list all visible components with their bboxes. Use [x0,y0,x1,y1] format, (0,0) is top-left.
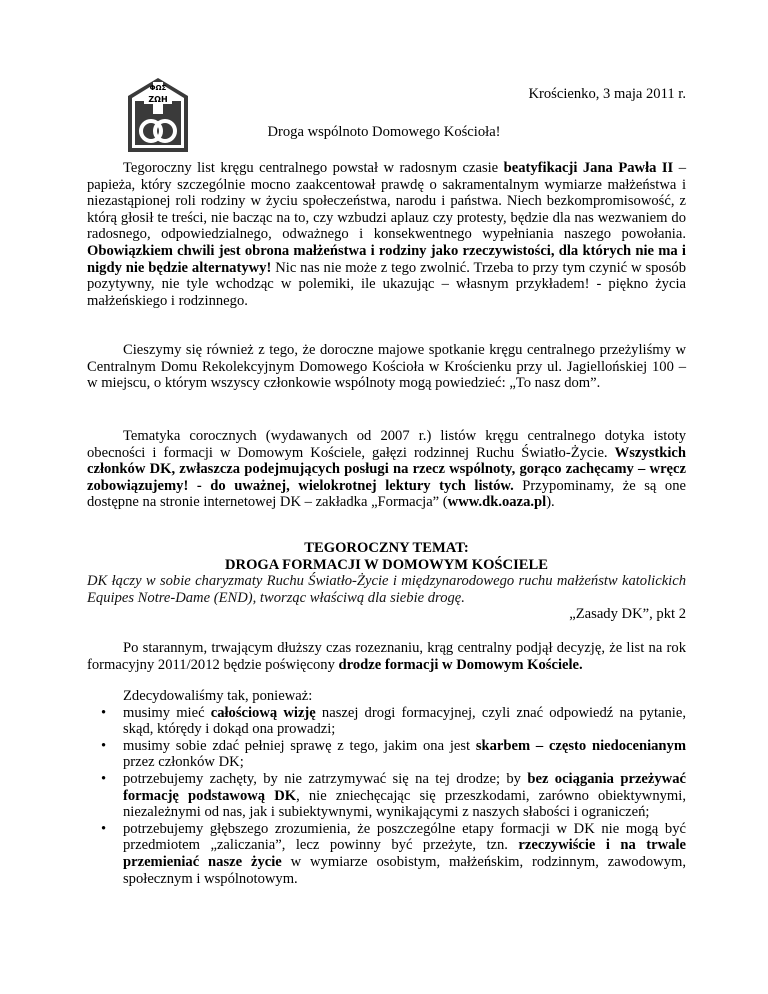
theme-quote: DK łączy w sobie charyzmaty Ruchu Światło-Życie i międzynarodowego ruchu małżeństw katolickich Equipes Notre-Dame (END), tworząc właściwą dla siebie drogę. [87,573,686,606]
paragraph-meeting [87,342,686,392]
item-text: w wymiarze osobistym, małżeńskim, rodzinnym, zawodowym, społecznym i wspólnotowym. [123,853,686,887]
p1-bold-2: Obowiązkiem chwili jest obrona małżeństwa i rodziny jako rzeczywistości, dla których nie ma i nigdy nie będzie alternatywy! [87,242,686,276]
reasons-intro: Zdecydowaliśmy tak, ponieważ: [123,688,313,704]
item-text: potrzebujemy zachęty, by nie zatrzymywać się na tej drodze; by [123,770,528,787]
p2-text: Cieszymy się również z tego, że doroczne majowe spotkanie kręgu centralnego przeżyliśmy w Centralnym Domu Rekolekcyjnym Domowego Kościoła w Krościenku przy ul. Jagiellońskiej 100 – w miejscu, o którym wszyscy członkowie wspólnoty mogą powiedzieć: „To nasz dom”. [87,342,686,392]
item-bold: skarbem – często niedocenianym [475,737,687,754]
item-text: przez członków DK; [123,754,244,771]
p3-text-1: Tematyka corocznych (wydawanych od 2007 r.) listów kręgu centralnego dotyka istoty obecności i formacji w Domowym Kościele, gałęzi rodzinnej Ruchu Światło-Życie. [87,428,686,461]
greeting: Droga wspólnoto Domowego Kościoła! [267,124,501,140]
paragraph-decision [87,640,686,673]
theme-heading-1: TEGOROCZNY TEMAT: [304,540,469,556]
p3-text-2: Przypominamy, że są one dostępne na stronie internetowej DK – zakładka „Formacja” ( [87,477,686,511]
item-text: , nie zniechęcając się przeszkodami, zarówno obiektywnymi, niezależnymi od nas, jak i subiektywnymi, wynikającymi z naszych słabości i ograniczeń; [123,787,686,821]
p4-text-1: Po starannym, trwającym dłuższy czas rozeznaniu, krąg centralny podjął decyzję, że list na rok formacyjny 2011/2012 będzie poświęcony [87,640,686,673]
theme-section [87,540,686,623]
p4-bold-1: drodze formacji w Domowym Kościele. [338,656,583,673]
theme-heading-2: DROGA FORMACJI W DOMOWYM KOŚCIELE [225,556,548,573]
p1-text-2: – papieża, który szczególnie mocno zaakcentował prawdę o sakramentalnym wymiarze małżeństwa i niezastąpionej roli rodziny w życiu społeczeństwa, narodu i państwa. Niech bezkompromisowość, z którą głosił te treści, nie bacząc na to, czy wzbudzi aplauz czy protesty, będzie dla nas wezwaniem do radosnego, odpowiedzialnego, odważnego i konsekwentnego wypełniania naszego powołania. [87,160,686,243]
bullet-icon: • [101,820,107,837]
logo-monogram-top: ΦΩΣ [149,84,167,92]
p1-text-1: Tegoroczny list kręgu centralnego powstał w radosnym czasie [123,160,504,176]
theme-quote-reference: „Zasady DK”, pkt 2 [569,606,686,623]
list-item [87,821,686,887]
paragraph-letters [87,428,686,511]
p3-bold-1: Wszystkich członków DK, zwłaszcza podejmujących posługi na rzecz wspólnoty, gorąco zachęcamy – wręcz zobowiązujemy! - do uważnej, wielokrotnej lektury tych listów. [87,444,686,494]
reasons-list [87,705,686,888]
item-bold: całościową wizję [210,704,316,721]
item-text: musimy mieć [123,704,211,721]
item-bold: rzeczywiście i na trwale przemieniać nasze życie [123,837,686,870]
item-text: potrzebujemy głębszego zrozumienia, że poszczególne etapy formacji w DK nie mogą być przedmiotem „zaliczania”, lecz powinny być przeżyte, tzn. [123,820,686,854]
p1-text-3: Nic nas nie może z tego zwolnić. Trzeba to przy tym czynić w sposób pozytywny, nie tyle wchodząc w polemiki, ile ukazując – własnym przykładem! - piękno życia małżeńskiego i rodzinnego. [87,259,686,309]
item-text: naszej drogi formacyjnej, czyli znać odpowiedź na pytanie, skąd, którędy i dokąd ona prowadzi; [123,704,686,738]
p3-text-3: ). [546,494,555,511]
list-item [87,738,686,771]
logo-monogram-mid: ΖΩΗ [148,95,168,104]
bullet-icon: • [101,704,107,721]
domowy-kosciol-logo [126,76,190,154]
list-item [87,771,686,821]
item-bold: bez ociągania przeżywać formację podstawową DK [123,770,686,804]
bullet-icon: • [101,737,107,754]
house-rings-icon [126,76,190,154]
item-text: musimy sobie zdać pełniej sprawę z tego, jakim ona jest [123,737,476,754]
list-item [87,705,686,738]
paragraph-reasons [87,688,686,887]
p3-link-website: www.dk.oaza.pl [447,494,547,511]
p1-bold-1: beatyfikacji Jana Pawła II [503,160,674,176]
bullet-icon: • [101,770,107,787]
dateline: Krościenko, 3 maja 2011 r. [528,86,686,102]
paragraph-beatification [87,160,686,309]
